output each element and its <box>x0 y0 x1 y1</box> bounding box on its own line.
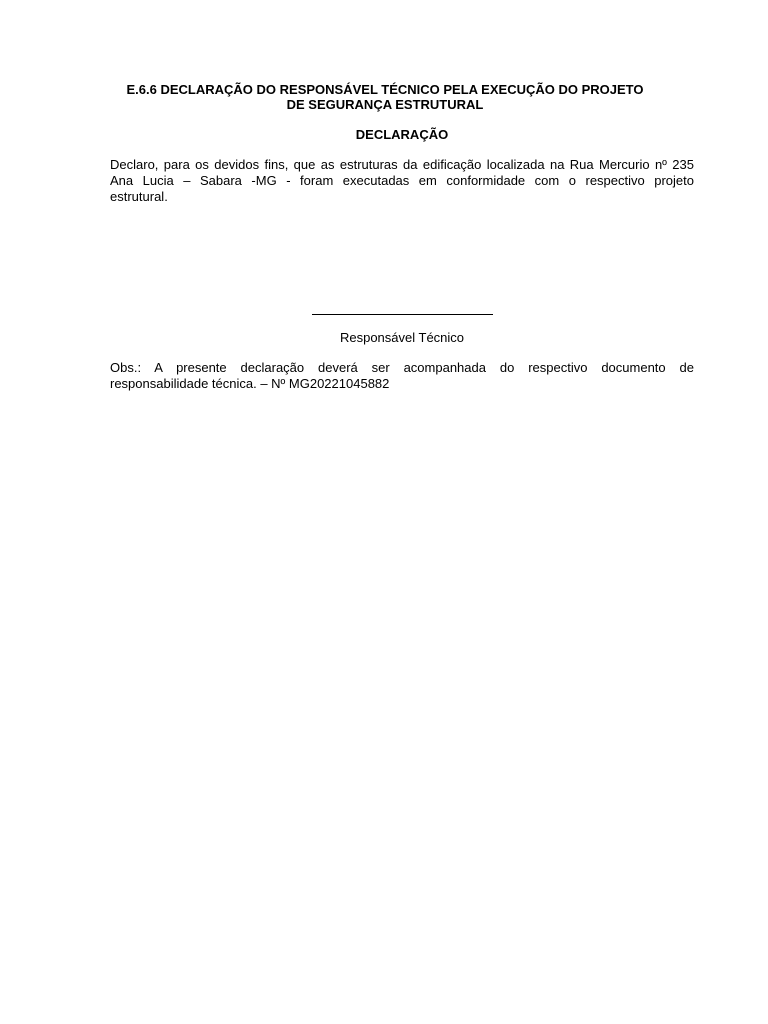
document-title <box>100 83 670 112</box>
observation-note-line-2: responsabilidade técnica. – Nº MG20221045882 <box>110 375 390 391</box>
observation-note <box>110 360 694 391</box>
observation-note-line-1: Obs.: A presente declaração deverá ser acompanhada do respectivo documento de <box>110 360 694 375</box>
signature-line <box>312 314 493 315</box>
declaration-heading: DECLARAÇÃO <box>355 127 449 142</box>
declaration-body <box>110 157 694 205</box>
declaration-body-line-3: estrutural. <box>110 189 168 204</box>
declaration-body-line-2: Ana Lucia – Sabara -MG - foram executadas em conformidade com o respectivo projeto <box>110 173 694 188</box>
signature-label: Responsável Técnico <box>339 330 465 345</box>
document-title-line-1: E.6.6 DECLARAÇÃO DO RESPONSÁVEL TÉCNICO PELA EXECUÇÃO DO PROJETO <box>126 82 644 97</box>
document-title-line-2: DE SEGURANÇA ESTRUTURAL <box>286 96 484 112</box>
declaration-body-line-1: Declaro, para os devidos fins, que as estruturas da edificação localizada na Rua Mercurio nº 235 <box>110 157 694 172</box>
